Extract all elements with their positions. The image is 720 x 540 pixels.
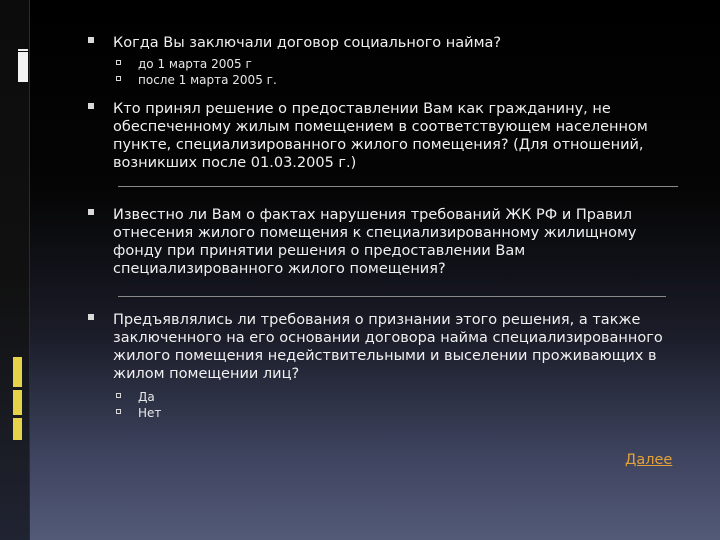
questionnaire (88, 34, 688, 421)
square-bullet-icon (88, 314, 94, 320)
answer-line[interactable] (118, 186, 678, 187)
question-text: Кто принял решение о предоставлении Вам как гражданину, не обеспеченному жилым помещением в соответствующем населенном пункте, специализированного жилого помещения? (Для отношений, возникших после 01.03.2005 г.) (113, 101, 648, 171)
option-label: до 1 марта 2005 г (138, 57, 252, 71)
question-text: Предъявлялись ли требования о признании этого решения, а также заключенного на его основании договора найма специализированного жилого помещения недействительными и выселении проживающих в жилом помещении лиц? (113, 312, 663, 382)
hollow-square-bullet-icon (116, 393, 121, 398)
answer-option[interactable] (113, 56, 688, 72)
question-2 (88, 100, 688, 172)
hollow-square-bullet-icon (116, 76, 121, 81)
answer-options (113, 389, 688, 421)
question-1 (88, 34, 688, 52)
option-label: после 1 марта 2005 г. (138, 73, 277, 87)
answer-option[interactable] (113, 389, 688, 405)
hollow-square-bullet-icon (116, 60, 121, 65)
next-link[interactable]: Далее (625, 452, 673, 468)
option-label: Да (138, 390, 155, 404)
answer-option[interactable] (113, 405, 688, 421)
decor-bar (18, 49, 28, 51)
question-text: Когда Вы заключали договор социального найма? (113, 35, 502, 51)
square-bullet-icon (88, 103, 94, 109)
left-decor-strip (0, 0, 30, 540)
question-4 (88, 311, 688, 383)
question-3 (88, 206, 688, 278)
square-bullet-icon (88, 37, 94, 43)
square-bullet-icon (88, 209, 94, 215)
hollow-square-bullet-icon (116, 409, 121, 414)
decor-bar (13, 390, 22, 415)
decor-bar (13, 357, 22, 387)
answer-line[interactable] (118, 296, 666, 297)
decor-bar (18, 52, 28, 82)
question-text: Известно ли Вам о фактах нарушения требований ЖК РФ и Правил отнесения жилого помещения к специализированному жилищному фонду при принятии решения о предоставлении Вам специализированного жилого помещения? (113, 207, 637, 277)
option-label: Нет (138, 406, 162, 420)
decor-bar (13, 418, 22, 440)
answer-options (113, 56, 688, 88)
answer-option[interactable] (113, 72, 688, 88)
